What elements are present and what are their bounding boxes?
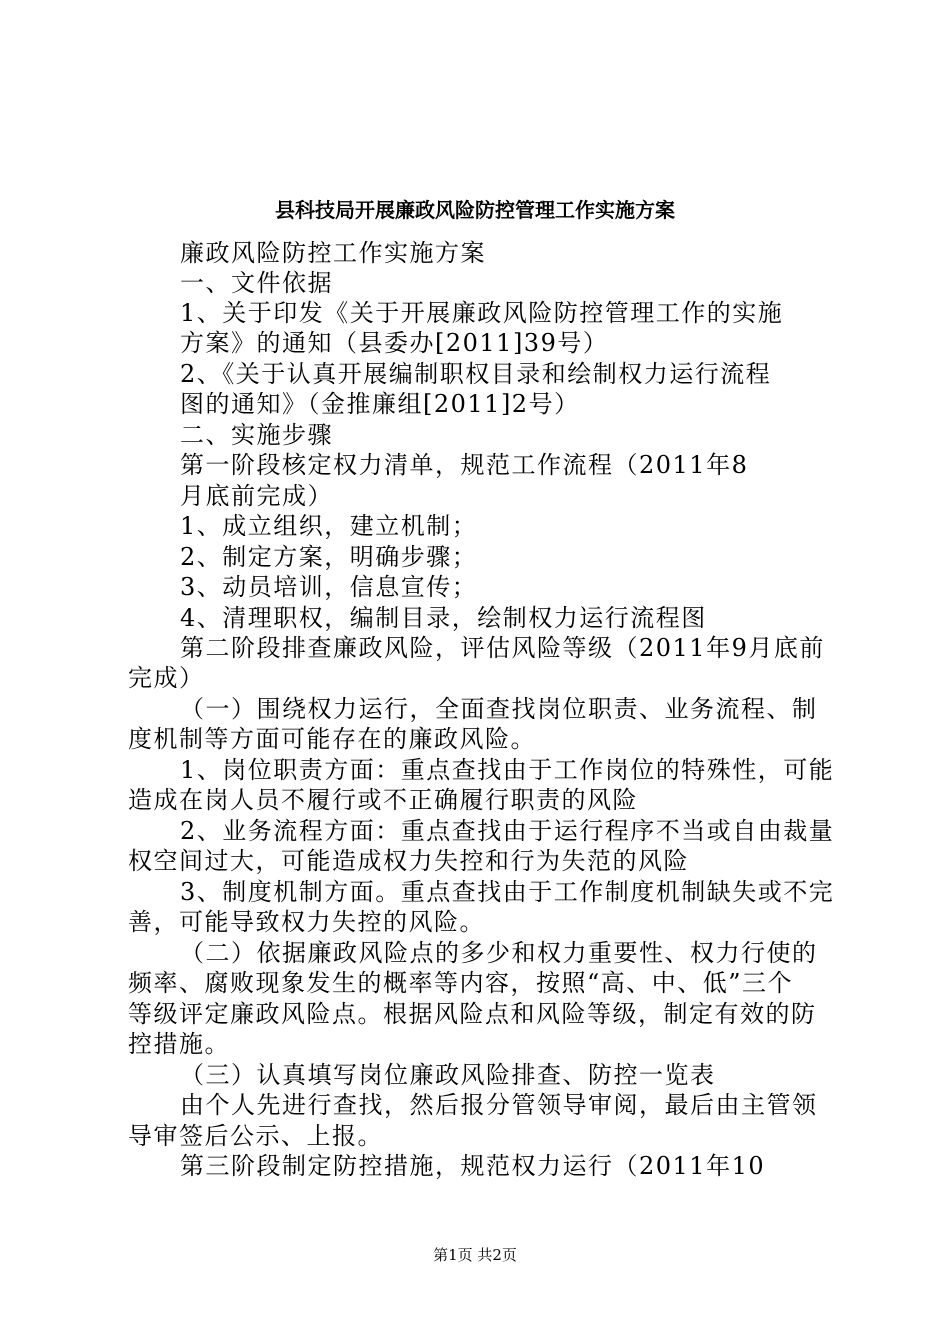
text-line: （二）依据廉政风险点的多少和权力重要性、权力行使的 bbox=[180, 939, 818, 967]
text-line: 第二阶段排查廉政风险，评估风险等级（2011年9月底前 bbox=[180, 634, 825, 662]
text-line: 月底前完成） bbox=[180, 482, 333, 510]
text-line: 方案》的通知（县委办[2011]39号） bbox=[180, 329, 609, 357]
text-line: 3、动员培训，信息宣传； bbox=[180, 573, 478, 601]
text-line: （一）围绕权力运行，全面查找岗位职责、业务流程、制 bbox=[180, 695, 818, 723]
text-line: 1、岗位职责方面：重点查找由于工作岗位的特殊性，可能 bbox=[180, 756, 835, 784]
text-line: 3、制度机制方面。重点查找由于工作制度机制缺失或不完 bbox=[180, 878, 835, 906]
text-line: 导审签后公示、上报。 bbox=[128, 1122, 383, 1150]
text-line: 图的通知》（金推廉组[2011]2号） bbox=[180, 390, 580, 418]
text-line: 由个人先进行查找，然后报分管领导审阅，最后由主管领 bbox=[180, 1091, 818, 1119]
text-line: 频率、腐败现象发生的概率等内容，按照“高、中、低”三个 bbox=[128, 969, 794, 997]
text-line: （三）认真填写岗位廉政风险排查、防控一览表 bbox=[180, 1061, 716, 1089]
text-line: 2、《关于认真开展编制职权目录和绘制权力运行流程 bbox=[180, 360, 772, 388]
text-line: 等级评定廉政风险点。根据风险点和风险等级，制定有效的防 bbox=[128, 1000, 817, 1028]
text-line: 4、清理职权，编制目录，绘制权力运行流程图 bbox=[180, 604, 707, 632]
text-line: 一、文件依据 bbox=[180, 269, 333, 297]
text-line: 权空间过大，可能造成权力失控和行为失范的风险 bbox=[128, 847, 689, 875]
text-line: 控措施。 bbox=[128, 1030, 230, 1058]
text-line: 二、实施步骤 bbox=[180, 421, 333, 449]
text-line: 完成） bbox=[128, 664, 205, 692]
text-line: 第三阶段制定防控措施，规范权力运行（2011年10 bbox=[180, 1152, 766, 1180]
text-line: 2、制定方案，明确步骤； bbox=[180, 543, 478, 571]
text-line: 1、成立组织，建立机制； bbox=[180, 512, 478, 540]
text-line: 度机制等方面可能存在的廉政风险。 bbox=[128, 725, 536, 753]
text-line: 造成在岗人员不履行或不正确履行职责的风险 bbox=[128, 786, 638, 814]
text-line: 2、业务流程方面：重点查找由于运行程序不当或自由裁量 bbox=[180, 817, 835, 845]
text-line: 第一阶段核定权力清单，规范工作流程（2011年8 bbox=[180, 451, 749, 479]
text-line: 1、关于印发《关于开展廉政风险防控管理工作的实施 bbox=[180, 299, 784, 327]
page-footer: 第1页 共2页 bbox=[433, 1246, 517, 1264]
document-title: 县科技局开展廉政风险防控管理工作实施方案 bbox=[275, 198, 675, 222]
text-line: 廉政风险防控工作实施方案 bbox=[180, 239, 486, 267]
text-line: 善，可能导致权力失控的风险。 bbox=[128, 908, 485, 936]
